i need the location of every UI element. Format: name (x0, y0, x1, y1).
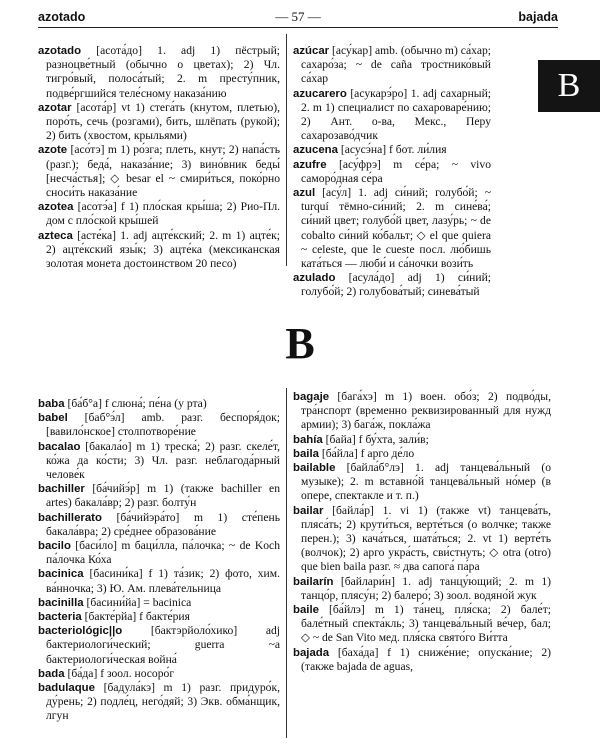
entry-definition: [асота́до] 1. adj 1) пёстрый; разноцве́тный (обычно о цветах); 2) Чл. тигро́вый, полоса́тый; 2. m престу́пник, подве́ргшийся теле́сному наказа́нию (46, 44, 280, 100)
dictionary-entry (38, 101, 280, 144)
entry-definition: [баб°э́л] amb. разг. беспоря́док; [вавило́нское] столпотворе́ние (46, 411, 280, 439)
thumb-index-tab: B (538, 60, 600, 112)
entry-definition: [ба́б°а] f слюна́; пе́на (у рта) (64, 397, 207, 410)
entry-definition: [бакте́рйа] f бакте́рия (81, 610, 190, 624)
entry-headword: bailar (293, 504, 324, 517)
entry-headword: azúcar (293, 45, 330, 57)
entry-headword: azucena (293, 144, 338, 157)
entry-headword: azul (293, 187, 316, 200)
dictionary-entry (293, 603, 551, 646)
entry-headword: bailarín (293, 575, 334, 588)
dictionary-entry (38, 567, 280, 595)
entry-definition: [ба́йлэ] m 1) та́нец, пля́ска; 2) бале́т; бале́тный спекта́кль; 3) танцева́льный ве́чер, бал; ◇ ~ de San Vito мед. пля́ска свято́го Ви́тта (301, 603, 551, 645)
entry-definition: [бакала́о] m 1) треска́; 2) разг. скеле́т, ко́жа да ко́сти; 3) Чл. разг. неблагода́рный челове́к (46, 439, 280, 482)
entry-headword: azufre (293, 158, 327, 171)
entry-headword: azucarero (293, 87, 347, 100)
dictionary-entry (38, 397, 280, 411)
dictionary-entry (293, 44, 491, 87)
entry-headword: bada (38, 667, 65, 680)
dictionary-entry (38, 482, 280, 510)
entry-headword: bahía (293, 433, 323, 446)
entry-headword: azote (38, 144, 68, 157)
entry-definition: [басини́ка] f 1) та́зик; 2) фото, хим. ва́нночка; 3) Ю. Ам. плева́тельница (46, 567, 280, 595)
entry-headword: bailable (293, 462, 336, 475)
dictionary-entry (38, 411, 280, 439)
dictionary-entry (38, 229, 280, 272)
entry-definition: [бага́хэ] m 1) воен. обо́з; 2) подво́ды, тра́нспорт (временно реквизированный для нужд армии); 3) бага́ж, покла́жа (301, 390, 551, 432)
entry-definition: [ба́да] f зоол. носоро́г (64, 666, 175, 680)
column-bottom-left (38, 397, 280, 724)
entry-definition: [асотэ́а] f 1) пло́ская кры́ша; 2) Рио-Пл. дом с пло́ской кры́шей (46, 200, 280, 228)
entry-headword: babel (38, 412, 68, 425)
entry-definition: [асте́ка] 1. adj ацте́кский; 2. m 1) ацте́к; 2) ацте́кский язы́к; 3) ацте́ка (мексиканская золотая монета достоинством 20 песо) (46, 228, 280, 271)
entry-headword: azotado (38, 45, 82, 57)
column-top-right (293, 44, 491, 300)
entry-definition: [байлари́н] 1. adj танцу́ющий; 2. m 1) танцо́р, плясу́н; 2) балеро́; 3) зоол. водяно́й жук (301, 574, 551, 602)
entry-headword: baile (293, 604, 319, 617)
dictionary-entry (293, 390, 551, 433)
column-divider-bottom (286, 388, 287, 738)
entry-headword: bacinica (38, 568, 84, 581)
dictionary-entry (293, 433, 551, 447)
entry-headword: baba (38, 398, 65, 410)
entry-definition: [асусэ́на] f бот. ли́лия (337, 143, 447, 157)
dictionary-entry (38, 624, 280, 667)
entry-definition: [байла́р] 1. vi 1) (также vt) танцева́ть, пляса́ть; 2) крути́ться, верте́ться (о волчке; также перен.); 3) кача́ться, шата́ться; 2. vt 1) верте́ть (волчок); 2) арго укра́сть, сви́стнуть; ◇ otra (otro) que bien baila разг. ≈ два сапога́ па́ра (301, 503, 551, 574)
entry-definition: [баси́ло] m баци́лла, па́лочка; ~ de Koch па́лочка Ко́ха (46, 539, 280, 567)
entry-headword: bacteriológic||o (38, 625, 123, 638)
entry-headword: bachillerato (38, 511, 102, 524)
dictionary-entry (293, 447, 551, 461)
column-top-left (38, 44, 280, 271)
entry-headword: bajada (293, 646, 330, 659)
dictionary-entry (293, 504, 551, 575)
entry-definition: [асота́р] vt 1) стега́ть (кнутом, плетью), поро́ть, сечь (розгами), бить, шлёпать (рукой); 2) бить (хвостом, крыльями) (46, 100, 280, 143)
entry-definition: [байла́б°лэ] 1. adj танцева́льный (о музыке); 2. m вставно́й танцева́льный но́мер (в опере, спектакле и т. п.) (301, 461, 551, 503)
entry-headword: azotea (38, 201, 74, 214)
entry-headword: baila (293, 447, 319, 460)
header-right-guide-word: bajada (518, 10, 558, 24)
entry-headword: azotar (38, 101, 72, 114)
entry-definition: [бактэрйоло́хико] adj бактериологи́ческий; guerra ~a бактериологи́ческая война́ (46, 624, 280, 666)
dictionary-entry (293, 87, 491, 144)
header-left-guide-word: azotado (38, 10, 86, 24)
entry-headword: bachiller (38, 483, 85, 496)
column-divider-top (286, 34, 287, 266)
entry-definition: [ба́чийэ́р] m 1) (также bachiller en artes) бакала́вр; 2) разг. болту́н (46, 482, 280, 510)
dictionary-entry (293, 646, 551, 674)
dictionary-entry (38, 200, 280, 228)
dictionary-entry (38, 610, 280, 624)
entry-headword: bacteria (38, 611, 82, 624)
entry-definition: [басини́йа] = bacinica (83, 595, 192, 609)
entry-definition: [асу́л] 1. adj си́ний; голубо́й; ~ turquí тёмно-си́ний; 2. m сине́ва́; си́ний цвет; голубо́й цвет, лазу́рь; ~ de cobalto си́ний ко́бальт; ◇ el que quiera ~ celeste, que le cueste посл. лю́бишь ката́ться — люби́ и са́ночки вози́ть (301, 186, 491, 271)
entry-headword: azteca (38, 229, 73, 242)
entry-headword: bacalao (38, 440, 81, 453)
entry-definition: [баха́да] f 1) сниже́ние; опуска́ние; 2) (также bajada de aguas, (301, 645, 551, 673)
column-bottom-right (293, 390, 551, 674)
dictionary-entry (38, 667, 280, 681)
entry-headword: bacinilla (38, 596, 84, 609)
dictionary-entry (293, 461, 551, 504)
entry-definition: [асу́кар] amb. (обычно m) са́хар; сахаро́за; ~ de caña тростнико́вый са́хар (301, 44, 491, 86)
dictionary-entry (38, 440, 280, 483)
entry-definition: [асу́фрэ] m се́ра; ~ vivo саморо́дная се́ра (301, 157, 491, 185)
running-header (38, 8, 558, 28)
dictionary-entry (293, 575, 551, 603)
entry-headword: azulado (293, 272, 336, 285)
page-number: — 57 — (275, 9, 321, 24)
entry-definition: [асула́до] adj 1) си́ний; голубо́й; 2) голубова́тый; синева́тый (301, 271, 491, 299)
dictionary-entry (293, 271, 491, 299)
dictionary-entry (293, 143, 491, 157)
entry-headword: bagaje (293, 391, 330, 403)
dictionary-entry (38, 44, 280, 101)
dictionary-entry (293, 186, 491, 271)
dictionary-entry (38, 681, 280, 724)
dictionary-entry (38, 539, 280, 567)
entry-definition: [ба́чийэра́то] m 1) сте́пень бакала́вра; 2) сре́днее образова́ние (46, 510, 280, 538)
entry-headword: badulaque (38, 682, 95, 695)
dictionary-entry (293, 158, 491, 186)
entry-definition: [байа] f бу́хта, зали́в; (322, 432, 429, 446)
entry-definition: [асукарэ́ро] 1. adj сахарный; 2. m 1) специалист по сахароваре́нию; 2) Ант. о-ва, Мекс., Перу сахарозаво́дчик (301, 86, 491, 143)
entry-definition: [асо́тэ] m 1) ро́зга; плеть, кнут; 2) напа́сть (разг.); беда́, наказа́ние; 3) вино́вник беды́ [несча́стья]; ◇ besar el ~ смири́ться, поко́рно сноси́ть наказа́ние (46, 143, 280, 200)
dictionary-entry (38, 511, 280, 539)
entry-headword: bacilo (38, 540, 71, 553)
entry-definition: [бадула́кэ] m 1) разг. придуро́к, ду́рень; 2) подле́ц, него́дяй; 3) Экв. обма́нщик, лгун (46, 681, 280, 723)
section-letter-heading: B (285, 319, 315, 368)
dictionary-entry (38, 596, 280, 610)
entry-definition: [ба́йла] f арго де́ло (318, 446, 415, 460)
dictionary-entry (38, 143, 280, 200)
